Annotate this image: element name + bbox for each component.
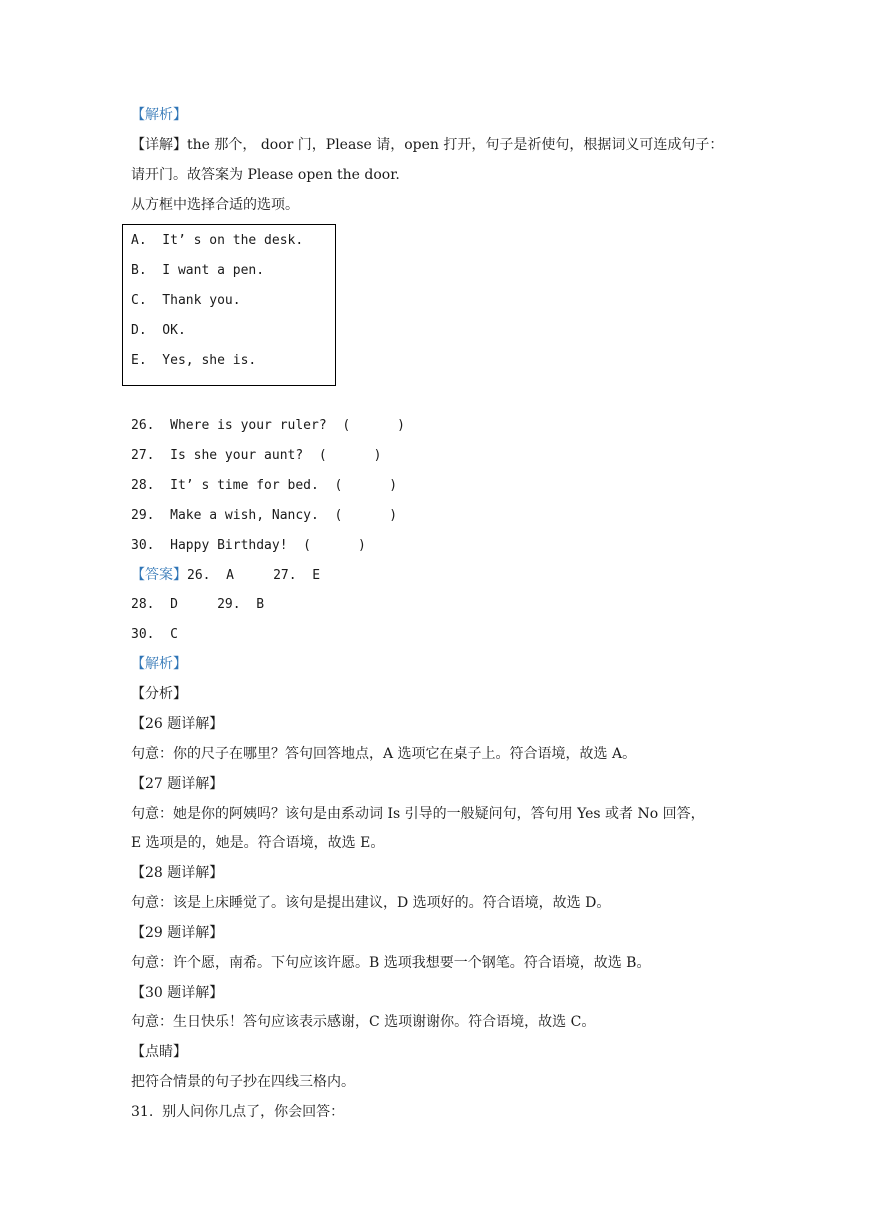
detail-line-2: 请开门。故答案为 Please open the door. <box>131 167 400 183</box>
box-instruction: 从方框中选择合适的选项。 <box>131 197 299 213</box>
q26-detail-label: 【26 题详解】 <box>131 716 224 732</box>
copy-instruction: 把符合情景的句子抄在四线三格内。 <box>131 1074 355 1090</box>
q30-detail-label: 【30 题详解】 <box>131 985 224 1001</box>
answer-line-2: 28. D 29. B <box>131 597 265 612</box>
q27-detail-text-2: E 选项是的，她是。符合语境，故选 E。 <box>131 835 385 851</box>
q30-detail-text: 句意：生日快乐！答句应该表示感谢，C 选项谢谢你。符合语境，故选 C。 <box>131 1014 596 1030</box>
q28-detail-label: 【28 题详解】 <box>131 865 224 881</box>
question-31: 31. 别人问你几点了，你会回答： <box>131 1104 345 1120</box>
question-29: 29. Make a wish, Nancy. ( ) <box>131 508 398 523</box>
answer-line-1 <box>131 566 320 585</box>
answer-values-1: 26. A 27. E <box>187 568 321 583</box>
detail-line-1: 【详解】the 那个， door 门，Please 请，open 打开，句子是祈使句，根据词义可连成句子： <box>131 137 724 153</box>
jiexi-label-2: 【解析】 <box>131 656 187 672</box>
question-30: 30. Happy Birthday! ( ) <box>131 538 366 553</box>
option-d: D. OK. <box>131 323 186 338</box>
dianjing-label: 【点睛】 <box>131 1044 187 1060</box>
question-27: 27. Is she your aunt? ( ) <box>131 448 382 463</box>
question-26: 26. Where is your ruler? ( ) <box>131 418 405 433</box>
q29-detail-label: 【29 题详解】 <box>131 925 224 941</box>
q26-detail-text: 句意：你的尺子在哪里？答句回答地点，A 选项它在桌子上。符合语境，故选 A。 <box>131 746 637 762</box>
fenxi-label: 【分析】 <box>131 686 187 702</box>
q27-detail-text-1: 句意：她是你的阿姨吗？该句是由系动词 Is 引导的一般疑问句，答句用 Yes 或者 No 回答， <box>131 806 705 822</box>
option-c: C. Thank you. <box>131 293 241 308</box>
q28-detail-text: 句意：该是上床睡觉了。该句是提出建议，D 选项好的。符合语境，故选 D。 <box>131 895 611 911</box>
question-28: 28. It’ s time for bed. ( ) <box>131 478 398 493</box>
answer-line-3: 30. C <box>131 627 178 642</box>
answer-label: 【答案】 <box>131 567 187 583</box>
option-b: B. I want a pen. <box>131 263 265 278</box>
option-a: A. It’ s on the desk. <box>131 233 304 248</box>
option-e: E. Yes, she is. <box>131 353 257 368</box>
q29-detail-text: 句意：许个愿，南希。下句应该许愿。B 选项我想要一个钢笔。符合语境，故选 B。 <box>131 955 651 971</box>
q27-detail-label: 【27 题详解】 <box>131 776 224 792</box>
jiexi-label-1: 【解析】 <box>131 107 187 123</box>
options-box <box>122 224 336 386</box>
